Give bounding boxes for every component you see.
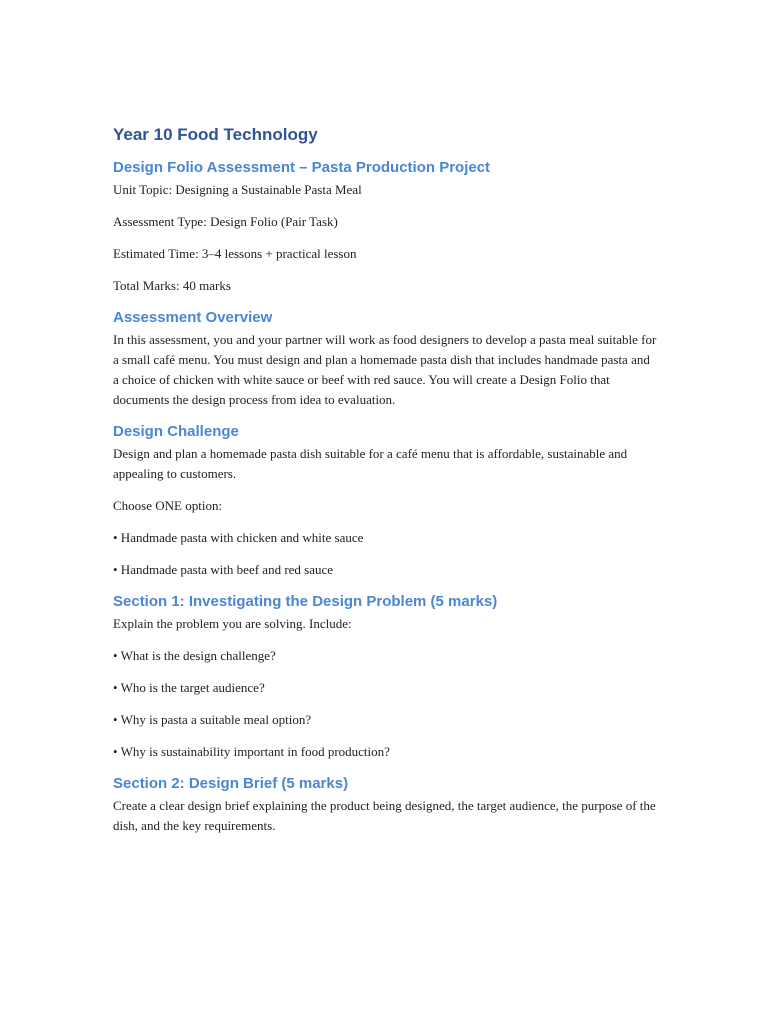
- section1-bullet: • Why is sustainability important in food production?: [113, 744, 390, 759]
- estimated-time: Estimated Time: 3–4 lessons + practical lesson: [113, 246, 357, 261]
- total-marks: Total Marks: 40 marks: [113, 278, 231, 293]
- document-subtitle: Design Folio Assessment – Pasta Production Project: [113, 159, 491, 176]
- unit-topic: Unit Topic: Designing a Sustainable Pasta Meal: [113, 182, 362, 197]
- option-item: • Handmade pasta with beef and red sauce: [113, 562, 334, 577]
- document-content: [113, 122, 658, 836]
- challenge-heading: Design Challenge: [113, 423, 239, 440]
- section1-bullet: • Who is the target audience?: [113, 680, 265, 695]
- overview-text: In this assessment, you and your partner will work as food designers to develop a pasta meal suitable for a small café menu. You must design and plan a homemade pasta dish that includes handmade pasta and a choice of chicken with white sauce or beef with red sauce. You will create a Design Folio that documents the design process from idea to evaluation.: [113, 332, 657, 407]
- document-title: Year 10 Food Technology: [113, 125, 318, 144]
- assessment-type: Assessment Type: Design Folio (Pair Task): [113, 214, 338, 229]
- challenge-text: Design and plan a homemade pasta dish suitable for a café menu that is affordable, sustainable and appealing to customers.: [113, 446, 628, 481]
- section1-bullet: • Why is pasta a suitable meal option?: [113, 712, 312, 727]
- option-item: • Handmade pasta with chicken and white sauce: [113, 530, 364, 545]
- section1-intro: Explain the problem you are solving. Include:: [113, 616, 352, 631]
- overview-heading: Assessment Overview: [113, 309, 273, 326]
- choose-option-label: Choose ONE option:: [113, 498, 223, 513]
- section2-heading: Section 2: Design Brief (5 marks): [113, 775, 349, 792]
- section1-bullet: • What is the design challenge?: [113, 648, 276, 663]
- section1-heading: Section 1: Investigating the Design Problem (5 marks): [113, 593, 498, 610]
- section2-text: Create a clear design brief explaining the product being designed, the target audience, the purpose of the dish, and the key requirements.: [113, 798, 656, 833]
